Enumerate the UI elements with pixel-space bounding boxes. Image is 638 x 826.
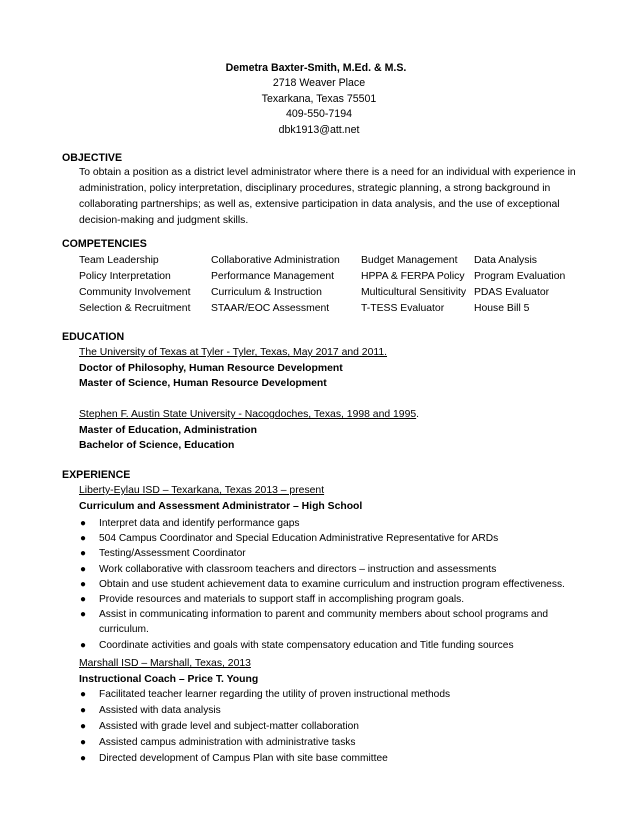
- bullet-icon: ●: [80, 639, 87, 651]
- job-bullets: [79, 516, 579, 653]
- school-line: [79, 407, 419, 423]
- job-header: [79, 656, 258, 687]
- list-item: [79, 562, 579, 577]
- competency-item: Collaborative Administration: [211, 255, 340, 266]
- phone-number: 409-550-7194: [286, 108, 352, 121]
- bullet-icon: ●: [80, 563, 87, 575]
- degree: Doctor of Philosophy, Human Resource Development: [79, 362, 343, 374]
- job-bullets: [79, 687, 579, 767]
- bullet-icon: ●: [80, 737, 87, 748]
- job-role: Instructional Coach – Price T. Young: [79, 673, 259, 685]
- list-item: [79, 751, 579, 767]
- competency-item: Policy Interpretation: [79, 271, 171, 282]
- bullet-text: Coordinate activities and goals with state compensatory education and Title funding sources: [99, 639, 514, 651]
- degree: Master of Science, Human Resource Development: [79, 378, 327, 390]
- bullet-text: Work collaborative with classroom teachers and directors – instruction and assessments: [99, 563, 497, 575]
- education-school: [79, 345, 387, 392]
- list-item: [79, 546, 579, 561]
- bullet-icon: ●: [80, 705, 87, 716]
- list-item: [79, 592, 579, 607]
- list-item: [79, 735, 579, 751]
- contact-header: [0, 60, 638, 138]
- list-item: [79, 703, 579, 719]
- competencies-heading: COMPETENCIES: [62, 238, 147, 250]
- job-header: [79, 483, 362, 514]
- employer: Marshall ISD – Marshall, Texas, 2013: [79, 658, 251, 669]
- bullet-icon: ●: [80, 518, 87, 529]
- objective-line: administration, policy interpretation, disciplinary procedures, strategic planning, a strong background in: [79, 183, 551, 194]
- competency-item: Data Analysis: [474, 255, 537, 266]
- competency-item: Curriculum & Instruction: [211, 287, 322, 298]
- bullet-icon: ●: [80, 548, 87, 560]
- bullet-icon: ●: [80, 594, 87, 606]
- education-school: [79, 407, 419, 454]
- bullet-text: Provide resources and materials to support staff in accomplishing program goals.: [99, 594, 465, 606]
- objective-line: To obtain a position as a district level administrator where there is a need for an individual with experience in: [79, 167, 576, 178]
- address-line-2: Texarkana, Texas 75501: [261, 92, 377, 105]
- bullet-text: 504 Campus Coordinator and Special Education Administrative Representative for ARDs: [99, 533, 499, 545]
- list-item: [79, 577, 579, 592]
- competency-item: PDAS Evaluator: [474, 287, 550, 298]
- list-item: [79, 516, 579, 531]
- objective-line: decision-making and judgment skills.: [79, 215, 249, 226]
- bullet-icon: ●: [80, 753, 87, 764]
- competency-item: Program Evaluation: [474, 271, 566, 282]
- competency-item: Community Involvement: [79, 287, 191, 298]
- school-name-suffix: .: [416, 409, 420, 420]
- competency-item: T-TESS Evaluator: [361, 303, 445, 314]
- list-item: [79, 607, 559, 637]
- degree: Bachelor of Science, Education: [79, 440, 235, 452]
- bullet-text: Assisted with data analysis: [99, 705, 221, 716]
- list-item: [79, 687, 579, 703]
- list-item: [79, 638, 579, 653]
- objective-text: [79, 165, 574, 229]
- bullet-text: Facilitated teacher learner regarding the utility of proven instructional methods: [99, 689, 451, 700]
- bullet-text: Assisted campus administration with administrative tasks: [99, 737, 356, 748]
- bullet-text: Testing/Assessment Coordinator: [99, 548, 246, 560]
- list-item: [79, 531, 579, 546]
- competency-item: Team Leadership: [79, 255, 159, 266]
- bullet-text: Assist in communicating information to parent and community members about school programs and curriculum.: [99, 609, 549, 636]
- bullet-text: Directed development of Campus Plan with site base committee: [99, 753, 388, 764]
- competency-item: Performance Management: [211, 271, 335, 282]
- experience-heading: EXPERIENCE: [62, 469, 131, 481]
- list-item: [79, 719, 579, 735]
- bullet-text: Obtain and use student achievement data to examine curriculum and instruction program effectiveness.: [99, 578, 565, 590]
- job-role: Curriculum and Assessment Administrator – High School: [79, 500, 363, 512]
- competency-item: Multicultural Sensitivity: [361, 287, 467, 298]
- competency-item: Selection & Recruitment: [79, 303, 191, 314]
- objective-line: collaborating partnerships; as well as, extensive participation in data analysis, and the use of exceptional: [79, 199, 560, 210]
- bullet-text: Assisted with grade level and subject-matter collaboration: [99, 721, 359, 732]
- objective-heading: OBJECTIVE: [62, 152, 123, 164]
- bullet-icon: ●: [80, 721, 87, 732]
- competency-item: STAAR/EOC Assessment: [211, 303, 330, 314]
- address-line-1: 2718 Weaver Place: [272, 77, 366, 89]
- bullet-icon: ●: [80, 578, 87, 590]
- school-name: The University of Texas at Tyler - Tyler, Texas, May 2017 and 2011.: [79, 347, 388, 358]
- employer: Liberty-Eylau ISD – Texarkana, Texas 2013 – present: [79, 485, 325, 496]
- competency-item: House Bill 5: [474, 303, 530, 314]
- email-address: dbk1913@att.net: [278, 123, 360, 136]
- competency-item: HPPA & FERPA Policy: [361, 271, 465, 282]
- bullet-icon: ●: [80, 609, 87, 621]
- competency-item: Budget Management: [361, 255, 458, 266]
- school-name: Stephen F. Austin State University - Nacogdoches, Texas, 1998 and 1995: [79, 409, 417, 420]
- candidate-name: Demetra Baxter-Smith, M.Ed. & M.S.: [225, 62, 407, 74]
- bullet-icon: ●: [80, 689, 87, 700]
- bullet-icon: ●: [80, 533, 87, 545]
- education-heading: EDUCATION: [62, 331, 125, 343]
- bullet-text: Interpret data and identify performance gaps: [99, 518, 300, 529]
- degree: Master of Education, Administration: [79, 424, 258, 436]
